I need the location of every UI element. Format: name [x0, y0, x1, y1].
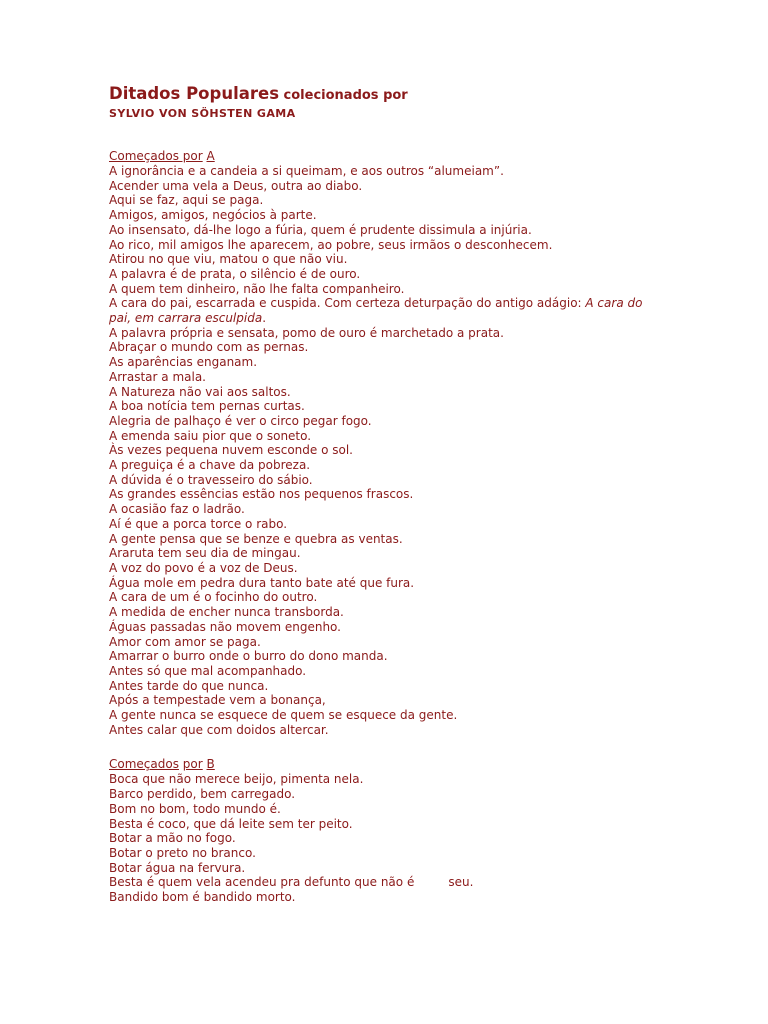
saying-item: Besta é coco, que dá leite sem ter peito. — [109, 816, 353, 831]
saying-italic-adage: A cara do pai, em carrara esculpida — [109, 296, 643, 326]
title-subtitle: colecionados por — [279, 88, 408, 103]
saying-item: Antes calar que com doidos altercar. — [109, 722, 329, 737]
saying-text: Besta é quem vela acendeu pra defunto que não é — [109, 875, 415, 890]
section-a-list — [109, 164, 749, 737]
section-b-heading-by: por — [182, 757, 203, 772]
saying-item: Aqui se faz, aqui se paga. — [109, 193, 264, 208]
author-name: SYLVIO VON SÖHSTEN GAMA — [109, 107, 296, 120]
section-a-heading-letter: A — [206, 149, 215, 163]
saying-item: Amigos, amigos, negócios à parte. — [109, 208, 317, 223]
saying-item: Antes só que mal acompanhado. — [109, 663, 307, 678]
saying-item: Barco perdido, bem carregado. — [109, 787, 296, 802]
saying-text: A cara do pai, escarrada e cuspida. Com certeza deturpação do antigo adágio: — [109, 296, 586, 311]
saying-item: Bom no bom, todo mundo é. — [109, 801, 281, 816]
saying-item: A palavra é de prata, o silêncio é de ouro. — [109, 266, 361, 281]
saying-item: A ignorância e a candeia a si queimam, e aos outros “alumeiam”. — [109, 164, 504, 178]
saying-item: Araruta tem seu dia de mingau. — [109, 546, 301, 561]
saying-item: Bandido bom é bandido morto. — [109, 890, 296, 905]
saying-item: A boa notícia tem pernas curtas. — [109, 399, 305, 414]
saying-item: A cara de um é o focinho do outro. — [109, 590, 318, 605]
saying-item: Alegria de palhaço é ver o circo pegar fogo. — [109, 413, 372, 428]
saying-item-with-note — [109, 296, 649, 325]
document-title — [109, 84, 749, 106]
saying-item: Botar a mão no fogo. — [109, 831, 236, 846]
saying-item: A dúvida é o travesseiro do sábio. — [109, 472, 313, 487]
saying-text-end: seu. — [448, 875, 474, 890]
section-b-list — [109, 772, 749, 904]
section-a-heading-text: Começados por — [109, 149, 203, 163]
saying-item: As grandes essências estão nos pequenos frascos. — [109, 487, 414, 502]
saying-item — [109, 875, 749, 890]
saying-item: Ao rico, mil amigos lhe aparecem, ao pobre, seus irmãos o desconhecem. — [109, 237, 553, 252]
saying-item: A quem tem dinheiro, não lhe falta companheiro. — [109, 281, 405, 296]
saying-item: A voz do povo é a voz de Deus. — [109, 560, 298, 575]
saying-item: Após a tempestade vem a bonança, — [109, 693, 326, 708]
document-page — [109, 84, 749, 905]
saying-item: A gente nunca se esquece de quem se esquece da gente. — [109, 708, 458, 723]
section-heading-b — [109, 757, 749, 772]
title-main: Ditados Populares — [109, 84, 280, 103]
saying-item: Amor com amor se paga. — [109, 634, 261, 649]
saying-item: A gente pensa que se benze e quebra as ventas. — [109, 531, 403, 546]
saying-item: Amarrar o burro onde o burro do dono manda. — [109, 649, 388, 664]
saying-item: Água mole em pedra dura tanto bate até que fura. — [109, 575, 415, 590]
saying-item: A ocasião faz o ladrão. — [109, 502, 245, 517]
saying-item: A preguiça é a chave da pobreza. — [109, 458, 311, 473]
saying-item: Águas passadas não movem engenho. — [109, 619, 341, 634]
saying-item: Acender uma vela a Deus, outra ao diabo. — [109, 178, 363, 193]
section-heading-a — [109, 149, 749, 164]
saying-item: Ao insensato, dá-lhe logo a fúria, quem é prudente dissimula a injúria. — [109, 222, 532, 237]
saying-item: A palavra própria e sensata, pomo de ouro é marchetado a prata. — [109, 325, 504, 340]
saying-end: . — [262, 311, 267, 326]
saying-item: Botar o preto no branco. — [109, 845, 256, 860]
saying-item: Arrastar a mala. — [109, 369, 206, 384]
saying-item: As aparências enganam. — [109, 355, 258, 370]
saying-item: Abraçar o mundo com as pernas. — [109, 340, 309, 355]
saying-item: Aí é que a porca torce o rabo. — [109, 516, 288, 531]
saying-item: Boca que não merece beijo, pimenta nela. — [109, 772, 364, 787]
saying-item: A emenda saiu pior que o soneto. — [109, 428, 312, 443]
section-b-heading-letter: B — [206, 757, 215, 772]
saying-item: Atirou no que viu, matou o que não viu. — [109, 252, 348, 267]
section-b-heading-text: Começados — [109, 757, 179, 772]
saying-item: A medida de encher nunca transborda. — [109, 605, 344, 620]
saying-item: A Natureza não vai aos saltos. — [109, 384, 291, 399]
saying-item: Botar água na fervura. — [109, 860, 246, 875]
saying-item: Antes tarde do que nunca. — [109, 678, 269, 693]
saying-item: Às vezes pequena nuvem esconde o sol. — [109, 443, 353, 458]
